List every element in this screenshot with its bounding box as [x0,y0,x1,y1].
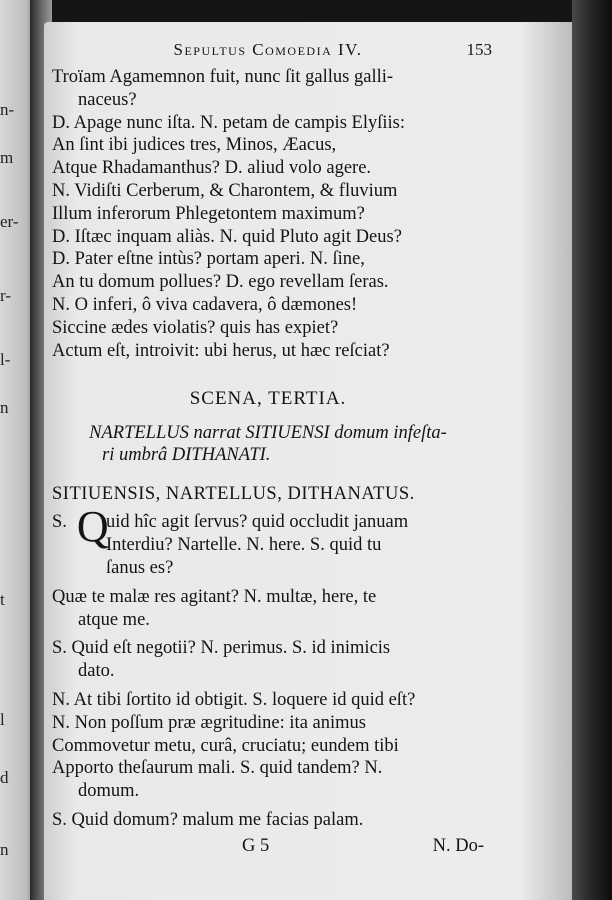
left-fragment: n [0,840,9,859]
left-fragment: n [0,398,9,417]
book-edge [572,0,612,900]
verse-line: N. Vidiſti Cerberum, & Charontem, & fluvium [52,180,398,201]
scene-title: SCENA, TERTIA. [189,388,347,410]
dialogue-line: ſanus es? [106,557,174,578]
left-fragment: l- [0,350,11,369]
dialogue-line: Interdiu? Nartelle. N. here. S. quid tu [106,535,382,556]
page-text [52,40,492,862]
scene-argument-line: NARTELLUS narrat SITIUENSI domum infeſta- [89,423,447,444]
verse-line: An tu domum pollues? D. ego revellam ſeras. [52,272,389,293]
verse-line: An ſint ibi judices tres, Minos, Æacus, [52,135,337,156]
dialogue-line: S. Quid eſt negotii? N. perimus. S. id inimicis [52,638,391,659]
verse-line: Siccine ædes violatis? quis has expiet? [52,317,339,338]
dialogue-text: uid hîc agit ſervus? quid occludit januam [106,512,409,533]
scene-argument-line: ri umbrâ DITHANATI. [102,445,271,466]
page-number: 153 [466,40,492,59]
dialogue-line: dato. [78,661,115,682]
drop-speaker: S. [52,512,67,533]
drop-cap-block [52,502,109,552]
verse-line: Troïam Agamemnon fuit, nunc ſit gallus galli- [52,67,394,87]
left-fragment: l [0,710,5,729]
dialogue-line: Quæ te malæ res agitant? N. multæ, here, te [52,586,377,607]
dialogue-line: domum. [78,781,140,802]
verse-line: N. O inferi, ô viva cadavera, ô dæmones! [52,294,358,315]
left-fragment: n- [0,100,15,119]
verse-line: Atque Rhadamanthus? D. aliud volo agere. [52,158,372,179]
verse-line: D. Pater eſtne intùs? portam aperi. N. ſine, [52,249,365,270]
dialogue-line: Apporto theſaurum mali. S. quid tandem? N. [52,758,383,779]
left-fragment: r- [0,286,11,305]
running-title: Sepultus Comoedia IV. [173,40,363,59]
verse-line: Illum inferorum Phlegetontem maximum? [52,203,365,224]
dramatis-personae: SITIUENSIS, NARTELLUS, DITHANATUS. [52,484,415,505]
dialogue-line: Commovetur metu, curâ, cruciatu; eundem tibi [52,735,399,756]
running-header [52,40,492,66]
left-fragment: m [0,148,14,167]
left-fragment: d [0,768,9,787]
dialogue-line: atque me. [78,609,150,630]
left-fragment: er- [0,212,19,231]
dialogue-line: N. At tibi ſortito id obtigit. S. loquere id quid eſt? [52,689,416,710]
verse-line: naceus? [78,89,137,110]
catchword: N. Do- [432,835,484,856]
dialogue-line: N. Non poſſum præ ægritudine: ita animus [52,712,366,733]
drop-cap: Q [76,502,109,552]
left-fragment: t [0,590,5,609]
verse-line: Actum eſt, introivit: ubi herus, ut hæc reſciat? [52,340,390,361]
dialogue-line: S. Quid domum? malum me facias palam. [52,809,364,830]
page-footer [52,836,484,862]
signature-mark: G 5 [242,835,270,856]
verse-line: D. Iſtæc inquam aliàs. N. quid Pluto agit Deus? [52,226,402,247]
verse-line: D. Apage nunc iſta. N. petam de campis Elyſiis: [52,112,405,133]
